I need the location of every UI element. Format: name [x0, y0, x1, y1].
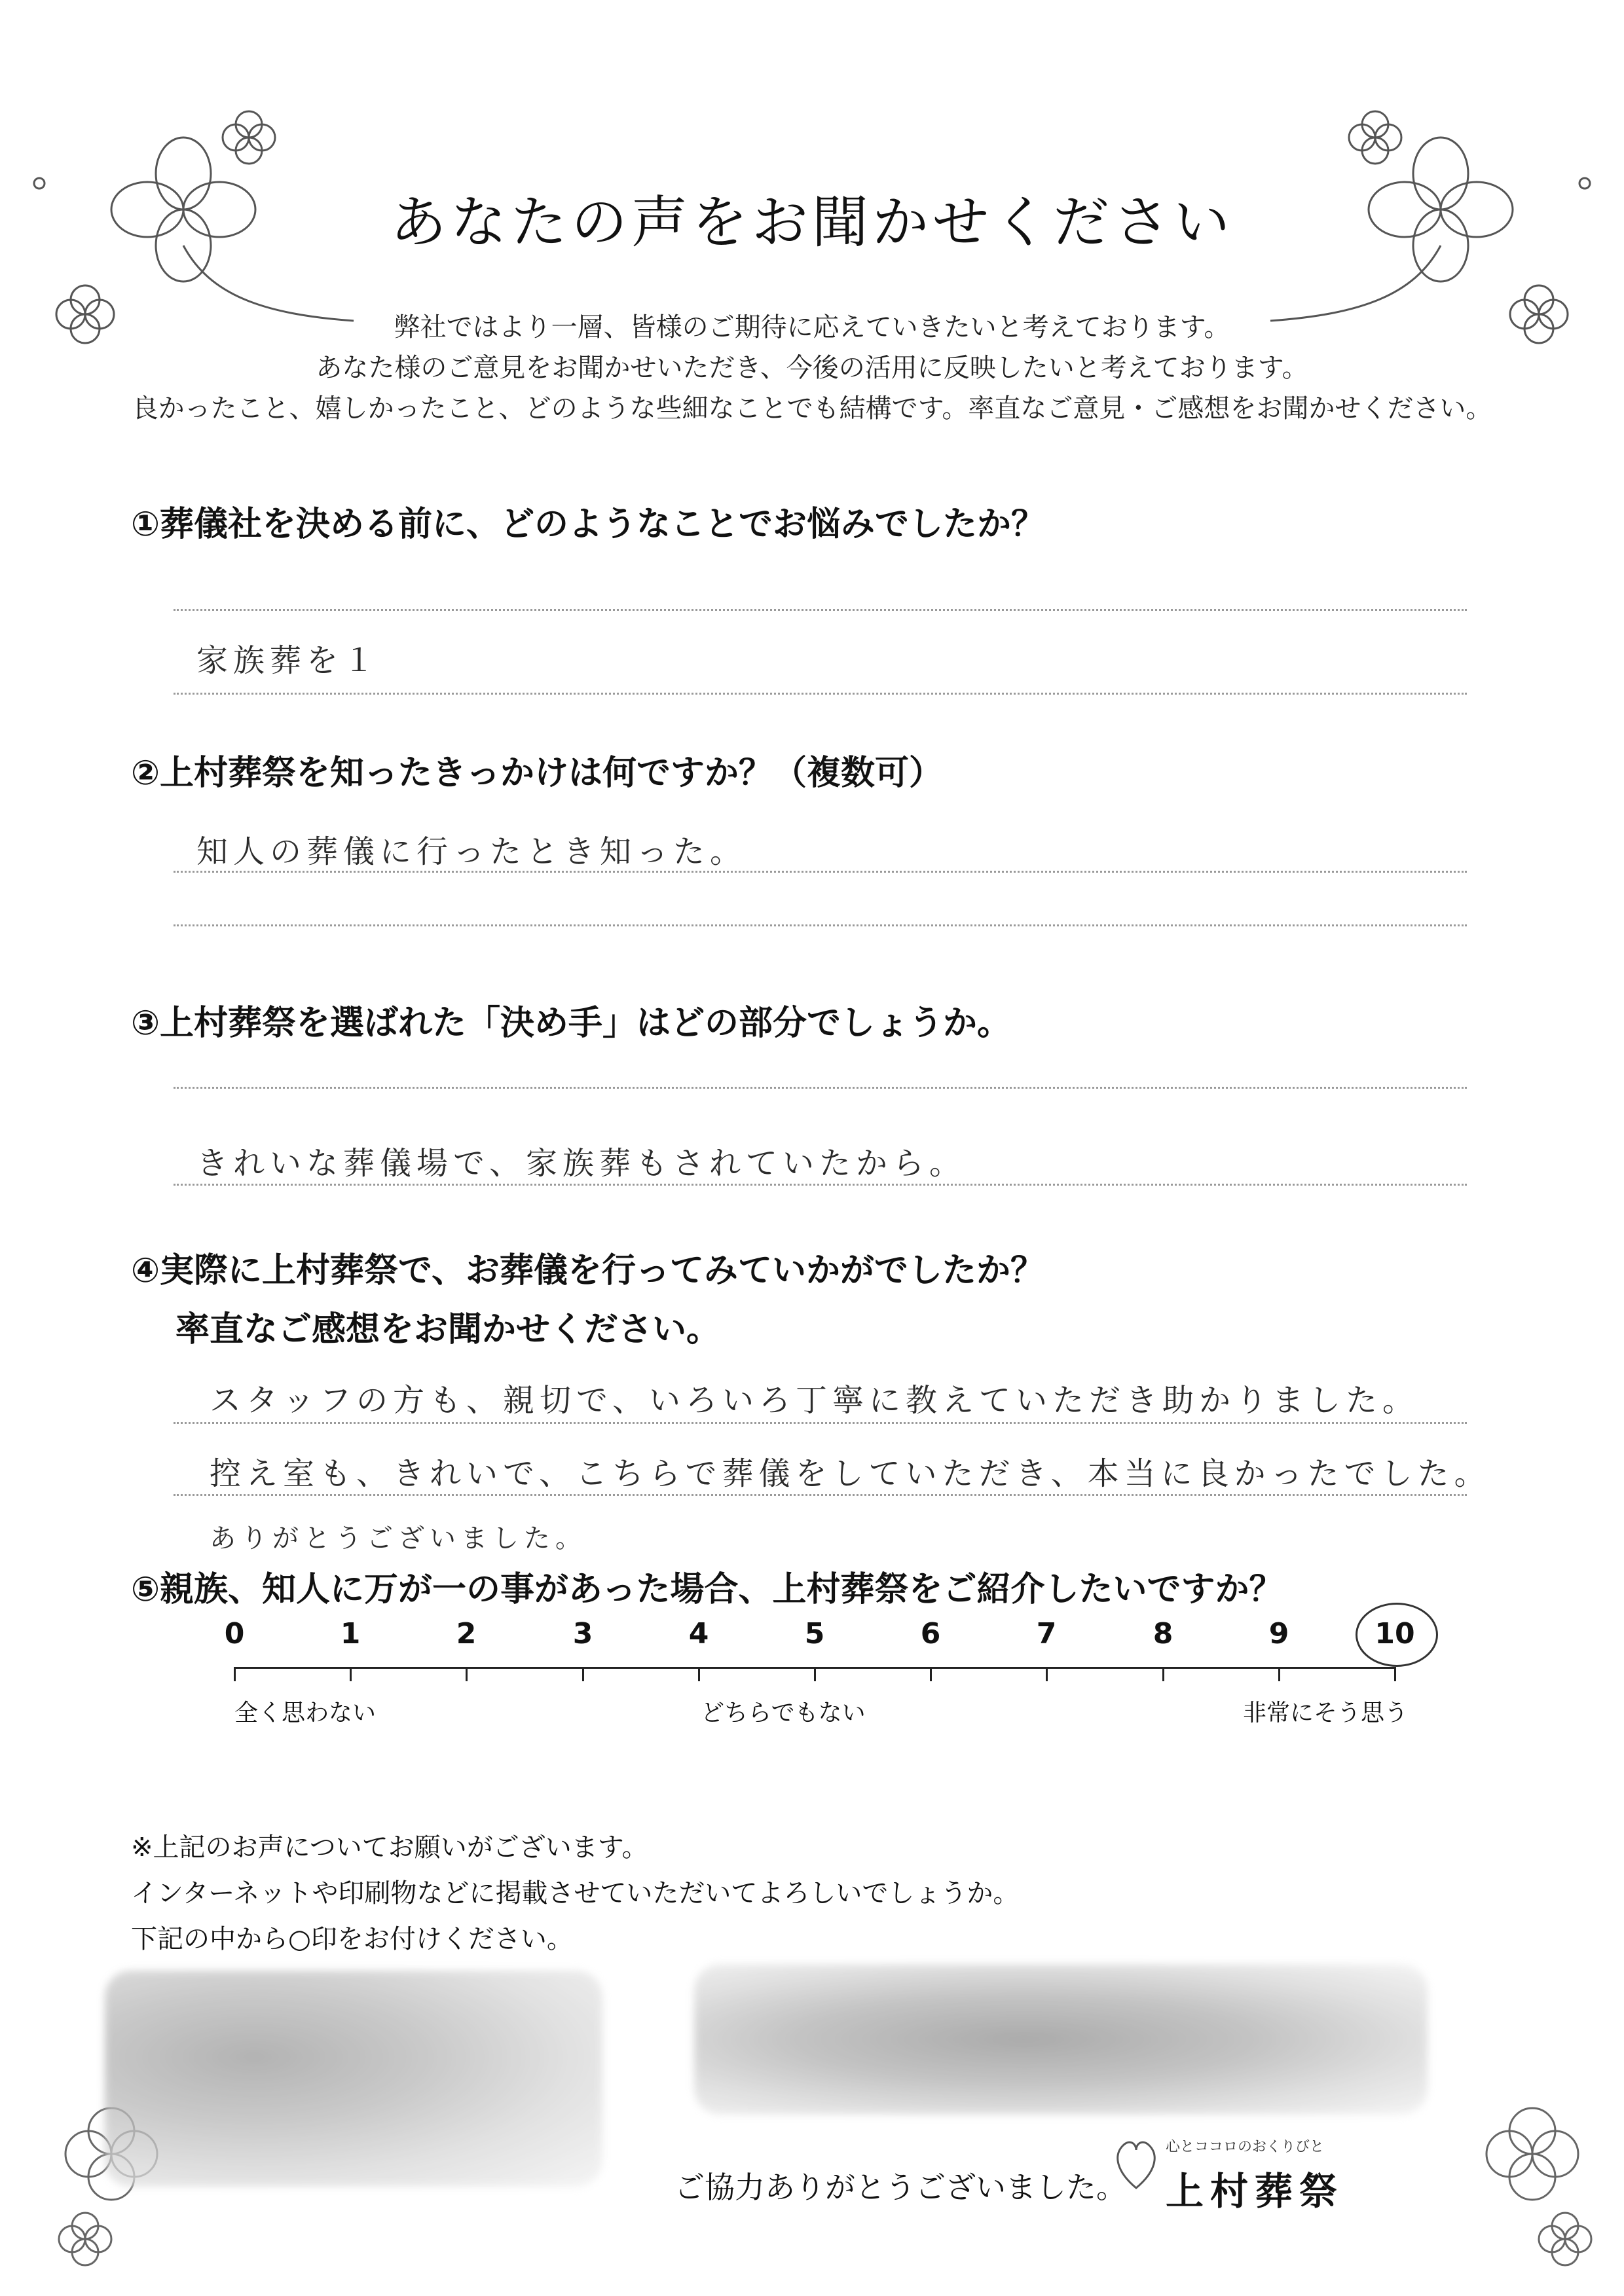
scale-tick — [698, 1667, 700, 1681]
scale-number: 0 — [224, 1617, 245, 1650]
clover-icon — [1539, 2213, 1591, 2265]
answer-line — [174, 1494, 1467, 1496]
scale-number: 3 — [572, 1617, 593, 1650]
question-5-title: ⑤親族、知人に万が一の事があった場合、上村葬祭をご紹介したいですか？ — [131, 1570, 1283, 1609]
answer-line — [174, 871, 1467, 873]
scale-number: 9 — [1268, 1617, 1289, 1650]
question-4-subtitle: 率直なご感想をお聞かせください。 — [175, 1310, 721, 1349]
clover-decoration-bottom-right — [1441, 2075, 1611, 2272]
redacted-area-right — [694, 1964, 1428, 2115]
scale-number-selected: 10 — [1375, 1617, 1415, 1650]
scale-tick — [582, 1667, 584, 1681]
scale-tick — [930, 1667, 932, 1681]
question-1-title: ①葬儀社を決める前に、どのようなことでお悩みでしたか？ — [131, 505, 1046, 544]
scale-label-right: 非常にそう思う — [1243, 1700, 1409, 1726]
question-1-answer: 家族葬を１ — [196, 642, 380, 679]
scale-number: 4 — [688, 1617, 709, 1650]
scale-label-middle: どちらでもない — [701, 1700, 866, 1726]
clover-icon — [1486, 2108, 1578, 2200]
notice-line: 下記の中から○印をお付けください。 — [131, 1924, 573, 1954]
answer-line — [174, 1422, 1467, 1424]
answer-line — [174, 693, 1467, 695]
footer-thanks: ご協力ありがとうございました。 — [674, 2170, 1126, 2205]
scale-tick — [1162, 1667, 1164, 1681]
question-4-answer: 控え室も、きれいで、こちらで葬儀をしていただき、本当に良かったでした。 — [210, 1455, 1491, 1492]
intro-line: あなた様のご意見をお聞かせいただき、今後の活用に反映したいと考えております。 — [316, 353, 1308, 383]
scale-tick — [1046, 1667, 1048, 1681]
clover-icon — [1349, 111, 1401, 164]
scale-number: 2 — [456, 1617, 477, 1650]
intro-line: 弊社ではより一層、皆様のご期待に応えていきたいと考えております。 — [394, 312, 1230, 342]
question-4-title: ④実際に上村葬祭で、お葬儀を行ってみていかがでしたか？ — [131, 1251, 1044, 1290]
scale-tick — [350, 1667, 352, 1681]
answer-line — [174, 1087, 1467, 1089]
question-2-answer: 知人の葬儀に行ったとき知った。 — [196, 833, 747, 870]
scale-number: 5 — [804, 1617, 825, 1650]
question-2-title: ②上村葬祭を知ったきっかけは何ですか？（複数可） — [131, 754, 944, 793]
logo-tagline: 心とココロのおくりびと — [1166, 2139, 1325, 2155]
question-3-title: ③上村葬祭を選ばれた「決め手」はどの部分でしょうか。 — [131, 1004, 1012, 1043]
recommendation-scale — [196, 1617, 1441, 1774]
answer-line — [174, 1184, 1467, 1186]
question-4-answer: スタッフの方も、親切で、いろいろ丁寧に教えていただき助かりました。 — [210, 1382, 1420, 1419]
answer-line — [174, 609, 1467, 611]
scale-tick — [814, 1667, 816, 1681]
page-title: あなたの声をお聞かせください — [390, 190, 1234, 255]
scale-number: 8 — [1153, 1617, 1173, 1650]
notice-line: ※上記のお声についてお願いがございます。 — [131, 1832, 648, 1863]
scale-number: 7 — [1036, 1617, 1057, 1650]
selected-circle — [1356, 1603, 1438, 1667]
answer-line — [174, 924, 1467, 926]
question-4-answer: ありがとうございました。 — [210, 1523, 587, 1554]
scale-number: 1 — [340, 1617, 361, 1650]
clover-icon — [59, 2213, 111, 2265]
scale-tick — [1278, 1667, 1280, 1681]
logo-name: 上村葬祭 — [1166, 2169, 1344, 2214]
question-3-answer: きれいな葬儀場で、家族葬もされていたから。 — [196, 1145, 967, 1182]
intro-line: 良かったこと、嬉しかったこと、どのような些細なことでも結構です。率直なご意見・ご感想をお聞かせください。 — [132, 393, 1492, 424]
scale-number: 6 — [920, 1617, 941, 1650]
scale-tick — [1394, 1667, 1396, 1681]
notice-line: インターネットや印刷物などに掲載させていただいてよろしいでしょうか。 — [131, 1878, 1020, 1908]
scale-label-left: 全く思わない — [234, 1700, 377, 1726]
scale-tick — [234, 1667, 236, 1681]
scale-tick — [466, 1667, 468, 1681]
heart-icon — [1113, 2136, 1159, 2195]
clover-icon — [223, 111, 275, 164]
redacted-area-left — [105, 1971, 602, 2187]
